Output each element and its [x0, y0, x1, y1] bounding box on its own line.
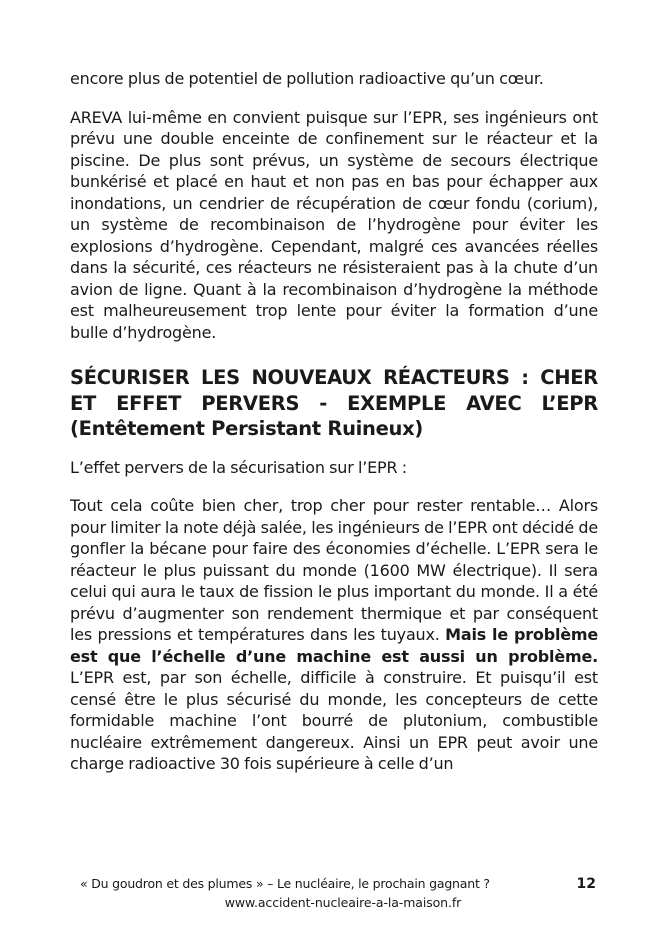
page-footer: [70, 876, 598, 910]
paragraph-continuation: encore plus de potentiel de pollution radioactive qu’un cœur.: [70, 69, 544, 88]
page-number: 12: [576, 876, 596, 892]
paragraph-cout-text-end: L’EPR est, par son échelle, difficile à construire. Et puisqu’il est censé être le plus sécurisé du monde, les concepteurs de cette formidable machine l’ont bourré de plutonium, combustible nucléaire extrêmement dangereux. Ainsi un EPR peut avoir une charge radioactive 30 fois supérieure à celle d’un: [70, 668, 598, 773]
paragraph-areva: AREVA lui-même en convient puisque sur l’EPR, ses ingénieurs ont prévu une double enceinte de confinement sur le réacteur et la piscine. De plus sont prévus, un système de secours électrique bunkérisé et placé en haut et non pas en bas pour échapper aux inondations, un cendrier de récupération de cœur fondu (corium), un système de recombinaison de l’hydrogène pour éviter les explosions d’hydrogène. Cependant, malgré ces avancées réelles dans la sécurité, ces réacteurs ne résisteraient pas à la chute d’un avion de ligne. Quant à la recombinaison d’hydrogène la méthode est malheureusement trop lente pour éviter la formation d’une bulle d’hydrogène.: [70, 107, 598, 342]
page-body: [70, 68, 598, 789]
footer-website-url: www.accident-nucleaire-a-la-maison.fr: [224, 895, 462, 910]
footer-first-line: [70, 876, 598, 892]
paragraph-cout: [70, 495, 598, 775]
section-heading: SÉCURISER LES NOUVEAUX RÉACTEURS : CHER ET EFFET PERVERS - EXEMPLE AVEC L’EPR (Entêtement Persistant Ruineux): [70, 366, 598, 440]
paragraph-cout-bold-text: Mais le problème est que l’échelle d’une machine est aussi un problème.: [70, 625, 599, 666]
footer-book-title: « Du goudron et des plumes » – Le nucléaire, le prochain gagnant ?: [80, 876, 490, 891]
paragraph-cout-text-start: Tout cela coûte bien cher, trop cher pour rester rentable… Alors pour limiter la note déjà salée, les ingénieurs de l’EPR ont décidé de gonfler la bécane pour faire des économies d’échelle. L’EPR sera le réacteur le plus puissant du monde (1600 MW électrique). Il sera celui qui aura le taux de fission le plus important du monde. Il a été prévu d’augmenter son rendement thermique et par conséquent les pressions et températures dans les tuyaux.: [70, 496, 598, 644]
paragraph-effet-pervers: L’effet pervers de la sécurisation sur l’EPR :: [70, 457, 407, 477]
